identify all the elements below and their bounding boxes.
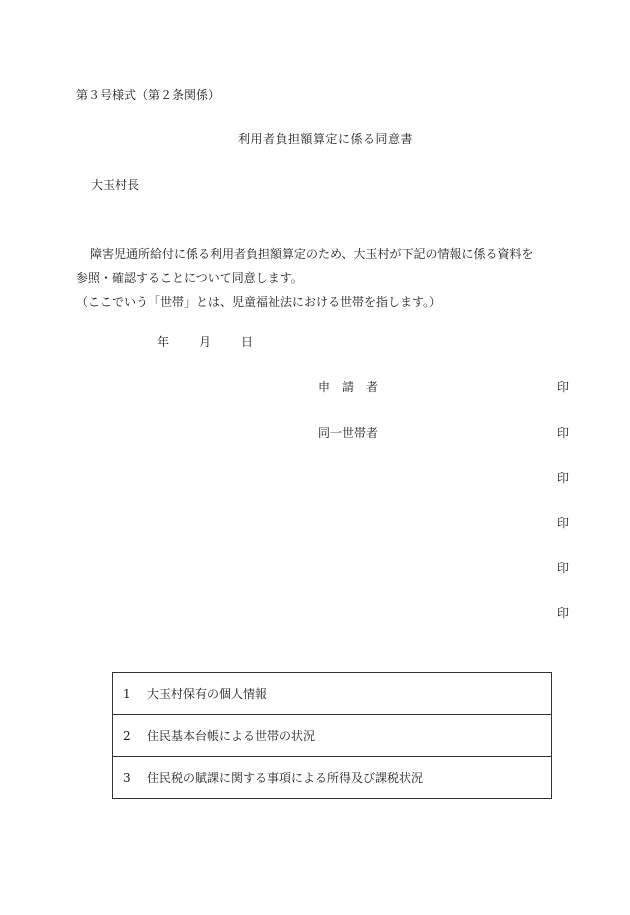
information-items-table [112, 672, 552, 799]
seal-mark-household-5: 印 [557, 606, 570, 620]
form-number: 第３号様式（第２条関係） [76, 88, 221, 102]
table-row [113, 715, 552, 757]
item-text: 住民税の賦課に関する事項による所得及び課税状況 [147, 771, 424, 785]
seal-mark-household-3: 印 [557, 516, 570, 530]
consent-line-2: 参照・確認することについて同意します。 [76, 271, 303, 285]
table-row [113, 757, 552, 799]
item-text: 住民基本台帳による世帯の状況 [147, 729, 316, 743]
seal-mark-household-1: 印 [557, 426, 570, 440]
addressee: 大玉村長 [91, 178, 140, 192]
date-day-label: 日 [241, 335, 254, 349]
applicant-label [318, 378, 378, 395]
item-number: 3 [123, 771, 131, 785]
seal-mark-applicant: 印 [557, 380, 570, 394]
applicant-label-char-1: 申 [318, 380, 331, 394]
item-number: 2 [123, 729, 131, 743]
consent-line-3: （ここでいう「世帯」とは、児童福祉法における世帯を指します。） [76, 295, 442, 309]
household-member-label: 同一世帯者 [318, 426, 379, 440]
date-year-label: 年 [157, 335, 170, 349]
seal-mark-household-2: 印 [557, 471, 570, 485]
date-month-label: 月 [199, 335, 212, 349]
seal-mark-household-4: 印 [557, 561, 570, 575]
item-text: 大玉村保有の個人情報 [147, 687, 268, 701]
item-number: 1 [123, 687, 131, 701]
table-cell [113, 715, 552, 757]
applicant-label-char-3: 者 [366, 380, 379, 394]
document-title: 利用者負担額算定に係る同意書 [238, 132, 414, 146]
date-row [157, 333, 253, 350]
table-row [113, 673, 552, 715]
applicant-label-char-2: 請 [342, 380, 355, 394]
consent-line-1: 障害児通所給付に係る利用者負担額算定のため、大玉村が下記の情報に係る資料を [90, 247, 534, 261]
consent-statement [76, 242, 534, 314]
table-cell [113, 757, 552, 799]
table-cell [113, 673, 552, 715]
